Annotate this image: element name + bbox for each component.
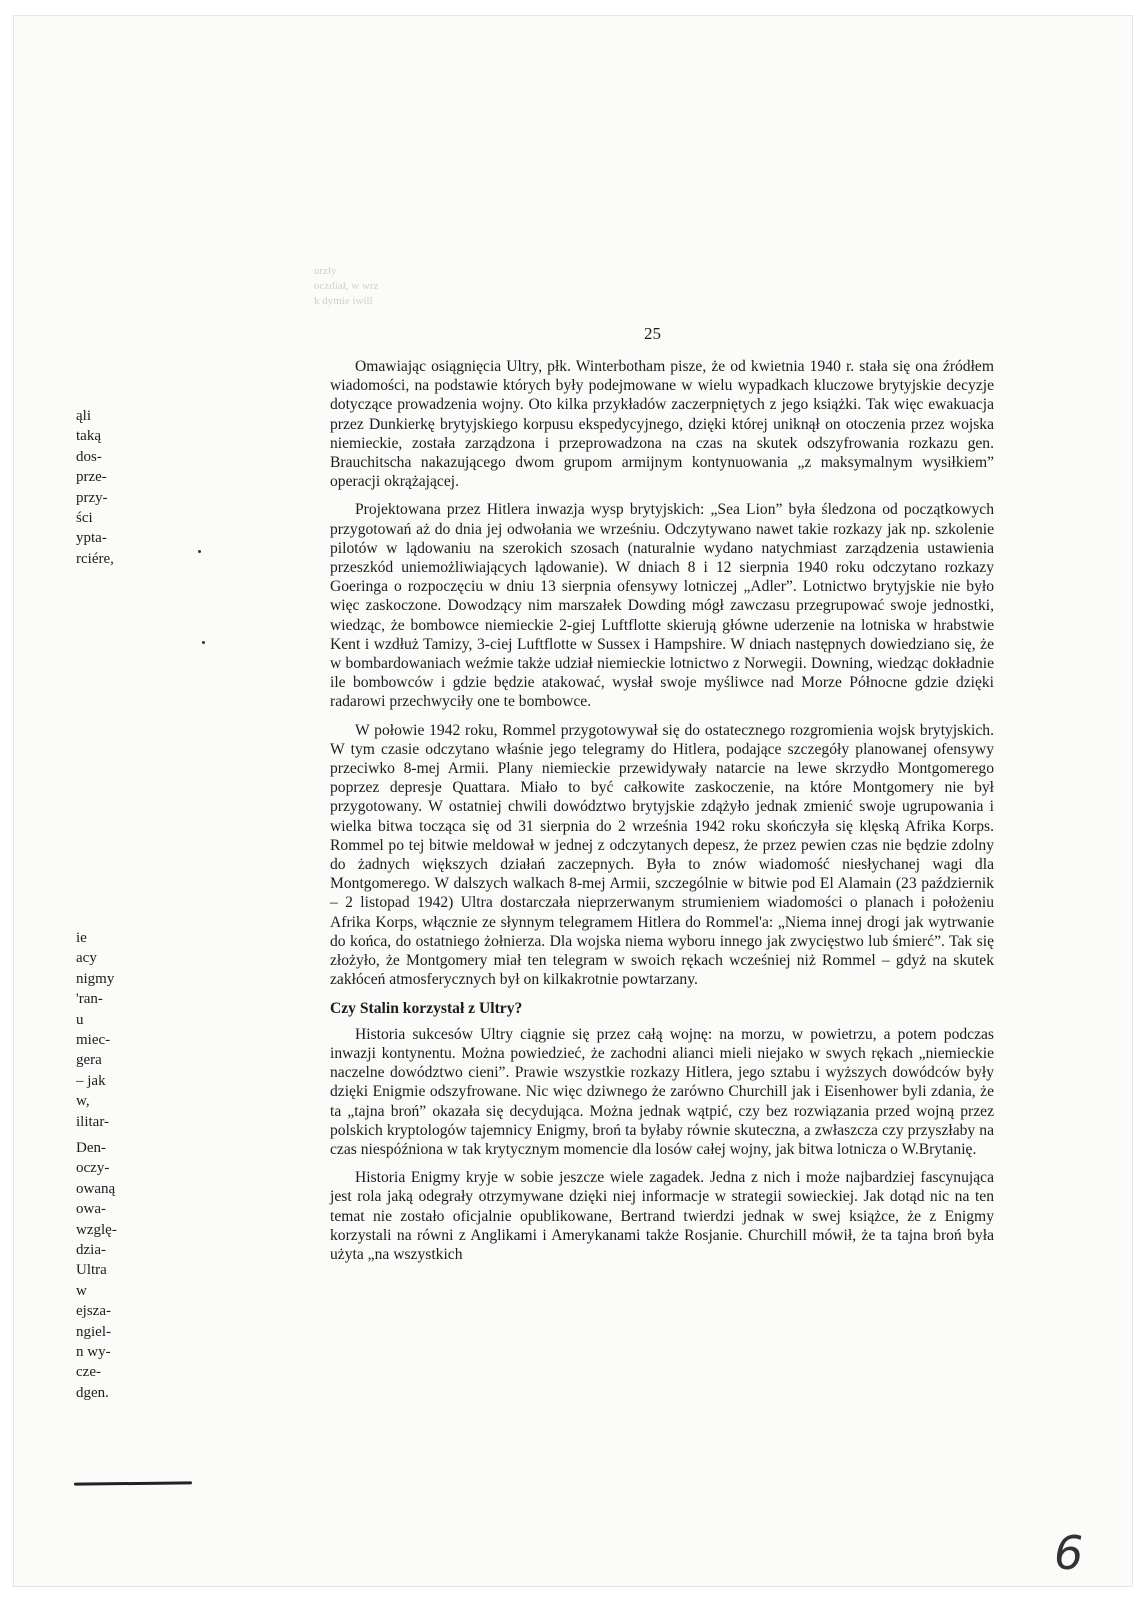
paragraph: Historia Enigmy kryje w sobie jeszcze wiele zagadek. Jedna z nich i może najbardziej fascynująca jest rola jaką odegrały otrzymywane dzięki niej informacje w strategii sowieckiej. Jak dotąd nic na ten temat nie zostało oficjalnie opublikowane, Bertrand twierdzi jednak w swej książce, że z Enigmy korzystali na równi z Anglikami i Amerykanami także Rosjanie. Churchill mówił, że ta tajna broń była użyta „na wszystkich [330,1169,994,1263]
page-number: 25 [644,324,661,343]
paragraph: Historia sukcesów Ultry ciągnie się przez całą wojnę: na morzu, w powietrzu, a potem podczas inwazji kontynentu. Można powiedzieć, że zachodni alianci mieli niejako w swych rękach „niemieckie naczelne dowództwo cieni”. Prawie wszystkie rozkazy Hitlera, jego sztabu i wyższych dowódców były dzięki Enigmie odszyfrowane. Nic więc dziwnego że zarówno Churchill jak i Eisenhower byli zdania, że ta „tajna broń” okazała się decydująca. Można jednak wątpić, czy bez rozwiązania przed wojną przez polskich kryptologów tajemnicy Enigmy, broń ta byłaby równie skuteczna, a zwłaszcza czy przyszłaby na czas niespóźniona w tak krytycznym momencie dla losów całej wojny, jak bitwa lotnicza o W.Brytanię. [330,1025,994,1158]
article-body [330,357,994,1273]
paragraph: Omawiając osiągnięcia Ultry, płk. Winterbotham pisze, że od kwietnia 1940 r. stała się ona źródłem wiadomości, na podstawie których były podejmowane w wielu wypadkach kluczowe brytyjskie decyzje dotyczące prowadzenia wojny. Oto kilka przykładów zaczerpniętych z jego książki. Tak więc ewakuacja przez Dunkierkę brytyjskiego korpusu ekspedycyjnego, dzięki której uniknął on otoczenia przez wojska niemieckie, została zarządzona i przeprowadzona na czas na skutek odszyfrowania rozkazu gen. Brauchitscha nakazującego dwom grupom armijnym kontynuowania „z maksymalnym wysiłkiem” operacji okrążającej. [330,358,994,491]
section-heading: Czy Stalin korzystał z Ultry? [330,999,523,1017]
paragraph: W połowie 1942 roku, Rommel przygotowywał się do ostatecznego rozgromienia wojsk brytyjskich. W tym czasie odczytano właśnie jego telegramy do Hitlera, podające szczegóły planowanej ofensywy przeciwko 8-mej Armii. Plany niemieckie przewidywały natarcie na lewe skrzydło Montgomerego poprzez depresje Quattara. Miało to być całkowite zaskoczenie, na które Montgomery nie był przygotowany. W ostatniej chwili dowództwo brytyjskie zdążyło jednak zmienić swoje ugrupowania i wielka bitwa tocząca się od 31 sierpnia do 2 września 1942 roku skończyła się klęską Afrika Korps. Rommel po tej bitwie meldował w jednej z odczytanych depesz, że przez pewien czas nie będzie zdolny do żadnych większych działań zaczepnych. Była to znów wiadomość niesłychanej wagi dla Montgomerego. W dalszych walkach 8-mej Armii, szczególnie w bitwie pod El Alamain (23 październik – 2 listopad 1942) Ultra dostarczała nieprzerwanym strumieniem wiadomości o planach i położeniu Afrika Korps, włącznie ze słynnym telegramem Hitlera do Rommel'a: „Niema innej drogi jak wytrwanie do końca, do ostatniego żołnierza. Dla wojska niema wyboru innego jak zwycięstwo lub śmierć”. Tak się złożyło, że Montgomery miał ten telegram w swoich rękach wcześniej niż Rommel – gdyż na skutek zakłóceń atmosferycznych był on kilkakrotnie powtarzany. [330,721,994,989]
ink-speck [202,641,205,644]
margin-fragments-middle: ie acy nigmy 'ran- u miec- gera – jak w, ilitar- [76,930,115,1130]
document-page [14,16,1132,1586]
margin-fragments-top: ąli taką dos- prze- przy- ści ypta- rciére, [76,408,114,567]
handwritten-page-number: 6 [1054,1526,1084,1580]
horizontal-rule [74,1481,192,1485]
paragraph: Projektowana przez Hitlera inwazja wysp brytyjskich: „Sea Lion” była śledzona od początkowych przygotowań aż do dnia jej odwołania we wrześniu. Odczytywano nawet takie rozkazy jak np. szkolenie pilotów w lądowaniu na szerokich szosach (naturalnie wydano natychmiast zarządzenia ustawienia przeszkód uniemożliwiających lądowanie). W dniach 8 i 12 sierpnia 1940 roku odczytano rozkazy Goeringa o rozpoczęciu w dniu 13 sierpnia ofensywy lotniczej „Adler”. Lotnictwo brytyjskie nie było więc zaskoczone. Dowodzący nim marszałek Dowding mógł zawczasu przegrupować swoje jednostki, wiedząc, że bombowce niemieckie 2-giej Luftflotte skierują główne uderzenie na lotniska w hrabstwie Kent i wzdłuż Tamizy, 3-ciej Luftflotte w Sussex i Hampshire. W dniach następnych dowiedziano się, że w bombardowaniach weźmie także udział niemieckie lotnictwo z Norwegii. Downing, wiedząc dokładnie ile bombowców i gdzie będzie atakować, wysłał swoje myśliwce nad Morze Północne gdzie dzięki radarowi przechwyciły one te bombowce. [330,501,994,711]
ink-speck [198,550,201,553]
bleed-through-text: urzły oczdiał, w wrz k dymie iwill [314,265,379,307]
margin-fragments-bottom: Den- oczy- owaną owa- wzglę- dzia- Ultra w ejsza- ngiel- n wy- cze- dgen. [76,1140,117,1401]
